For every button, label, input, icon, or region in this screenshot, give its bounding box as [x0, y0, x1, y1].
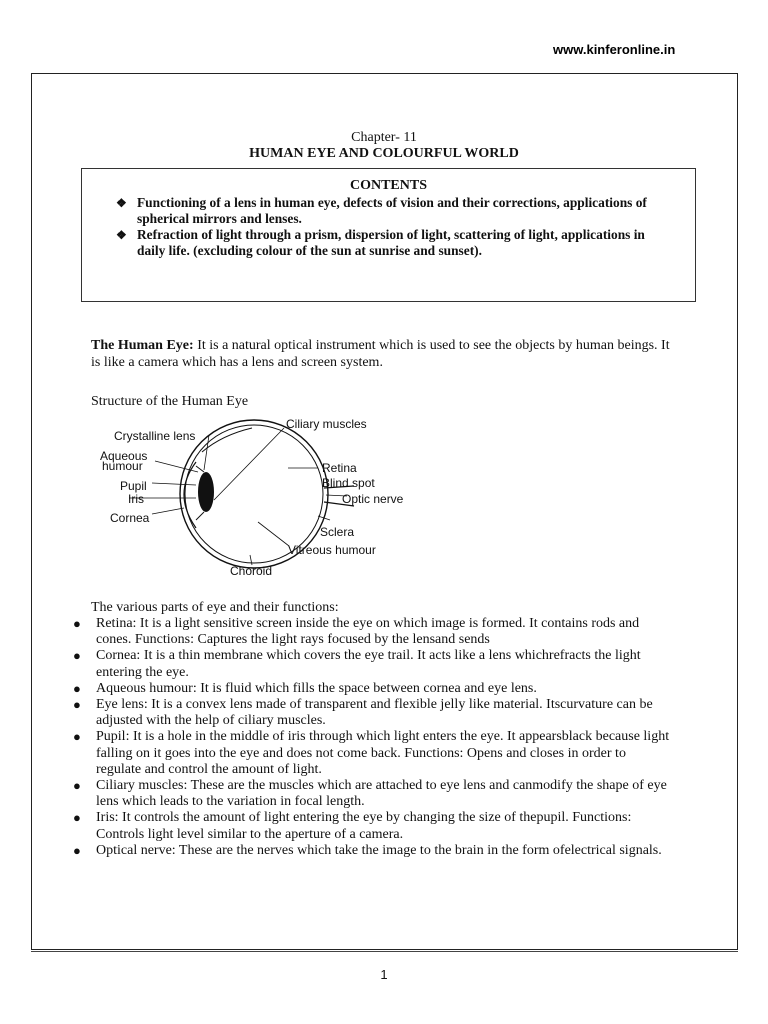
label-iris: Iris	[128, 492, 144, 506]
list-item-text: Iris: It controls the amount of light entering the eye by changing the size of thepupil. Functions: Controls light level similar to the aperture of a camera.	[96, 810, 632, 842]
parts-heading: The various parts of eye and their functions:	[91, 600, 339, 615]
list-item	[73, 697, 673, 729]
iris-line	[196, 466, 204, 472]
bullet-icon: ●	[73, 842, 81, 858]
label-aqueous-humour: humour	[102, 459, 143, 473]
label-retina: Retina	[322, 461, 357, 475]
diamond-bullet-icon: ❖	[116, 228, 127, 242]
eye-structure-diagram	[92, 410, 422, 582]
label-ciliary-muscles: Ciliary muscles	[286, 417, 367, 431]
bullet-icon: ●	[73, 729, 81, 745]
list-item	[73, 778, 673, 810]
site-url: www.kinferonline.in	[553, 42, 676, 57]
list-item-text: Retina: It is a light sensitive screen inside the eye on which image is formed. It contains rods and cones. Functions: Captures the light rays focused by the lensand sends	[96, 616, 640, 648]
list-item	[73, 616, 673, 648]
intro-term: The Human Eye:	[91, 338, 194, 353]
diamond-bullet-icon: ❖	[116, 196, 127, 210]
ciliary-muscle	[202, 428, 252, 452]
list-item-text: Aqueous humour: It is fluid which fills the space between cornea and eye lens.	[96, 680, 537, 696]
page-number: 1	[380, 967, 388, 982]
intro-text: It is a natural optical instrument which is used to see the objects by human beings. It is like a camera which has a lens and screen system.	[91, 338, 670, 370]
crystalline-lens	[198, 472, 214, 512]
contents-box	[81, 168, 696, 302]
chapter-title: HUMAN EYE AND COLOURFUL WORLD	[249, 146, 519, 161]
label-pupil: Pupil	[120, 479, 147, 493]
contents-item-text: Functioning of a lens in human eye, defects of vision and their corrections, applications of spherical mirrors and lenses.	[137, 195, 647, 226]
chapter-label: Chapter- 11	[351, 130, 417, 145]
label-aqueous-humour: Aqueous	[100, 449, 148, 463]
contents-item	[116, 227, 676, 259]
label-sclera: Sclera	[320, 525, 355, 539]
contents-item-text: Refraction of light through a prism, dispersion of light, scattering of light, applications in daily life. (excluding colour of the sun at sunrise and sunset).	[137, 227, 645, 258]
intro-paragraph	[91, 338, 671, 371]
label-crystalline-lens: Crystalline lens	[114, 429, 196, 443]
label-optic-nerve: Optic nerve	[342, 492, 404, 506]
bullet-icon: ●	[73, 697, 81, 713]
label-cornea: Cornea	[110, 511, 150, 525]
bullet-icon: ●	[73, 680, 81, 696]
bullet-icon: ●	[73, 616, 81, 631]
page-border-bottom-line	[31, 951, 738, 952]
list-item	[73, 729, 673, 778]
list-item	[73, 681, 673, 697]
list-item-text: Cornea: It is a thin membrane which covers the eye trail. It acts like a lens whichrefracts the light entering the eye.	[96, 648, 641, 680]
bullet-icon: ●	[73, 648, 81, 664]
label-vitreous-humour: Vitreous humour	[288, 543, 376, 557]
list-item-text: Optical nerve: These are the nerves which take the image to the brain in the form ofelectrical signals.	[96, 842, 662, 858]
contents-item	[116, 195, 676, 227]
diagram-caption: Structure of the Human Eye	[91, 394, 249, 409]
parts-list	[73, 616, 673, 859]
list-item-text: Pupil: It is a hole in the middle of iris through which light enters the eye. It appearsblack because light falling on it goes into the eye and does not come back. Functions: Opens and closes in order to regulate and control the amount of light.	[96, 729, 670, 777]
list-item	[73, 843, 673, 859]
list-item-text: Ciliary muscles: These are the muscles which are attached to eye lens and canmodify the shape of eye lens which leads to the variation in focal length.	[96, 778, 667, 810]
list-item-text: Eye lens: It is a convex lens made of transparent and flexible jelly like material. Itscurvature can be adjusted with the help of ciliary muscles.	[96, 697, 653, 729]
label-blind-spot: Blind spot	[322, 476, 375, 490]
label-choroid: Choroid	[230, 564, 273, 578]
iris-line	[196, 512, 204, 520]
bullet-icon: ●	[73, 810, 81, 826]
contents-heading: CONTENTS	[349, 178, 428, 193]
list-item	[73, 810, 673, 842]
cornea-outline	[184, 462, 196, 528]
list-item	[73, 648, 673, 680]
bullet-icon: ●	[73, 778, 81, 794]
